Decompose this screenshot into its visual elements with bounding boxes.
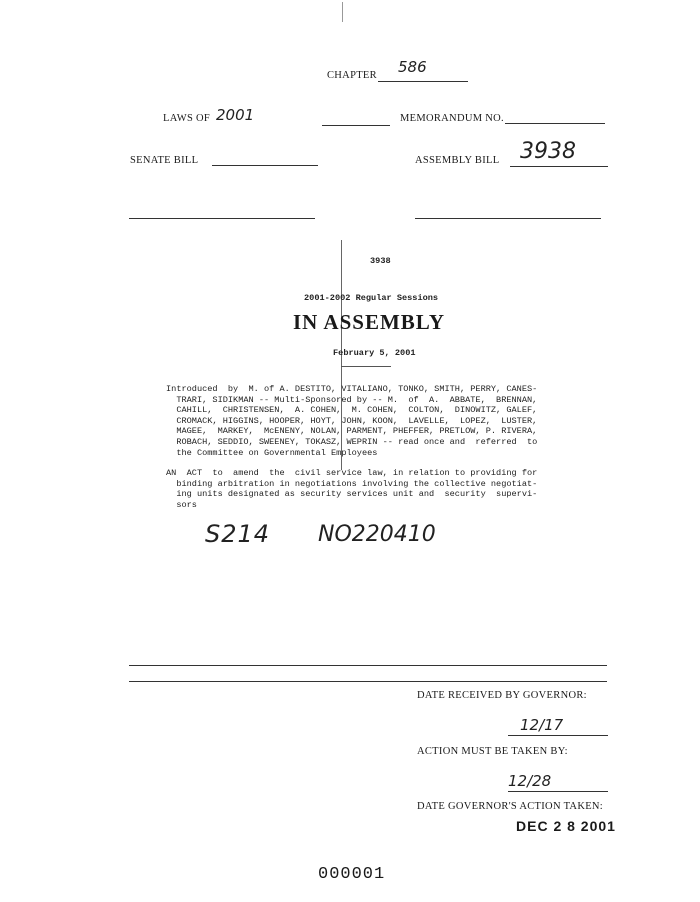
assembly-bill-underline: [510, 166, 608, 167]
introduced-line: CROMACK, HIGGINS, HOOPER, HOYT, JOHN, KOON, LAVELLE, LOPEZ, LUSTER,: [166, 415, 538, 426]
divider-line-bottom: [129, 681, 607, 682]
divider-line-top: [129, 665, 607, 666]
action-by-label: ACTION MUST BE TAKEN BY:: [417, 746, 568, 757]
date-received-value: 12/17: [520, 716, 564, 734]
introduced-line: ROBACH, SEDDIO, SWEENEY, TOKASZ, WEPRIN -- read once and referred to: [166, 436, 538, 447]
laws-of-underline: [322, 125, 390, 126]
date-received-underline: [508, 735, 608, 736]
date-underline: [341, 366, 391, 367]
action-by-value: 12/28: [508, 772, 552, 790]
action-date-label: DATE GOVERNOR'S ACTION TAKEN:: [417, 801, 604, 812]
page-number: 000001: [318, 865, 386, 884]
assembly-bill-value: 3938: [520, 139, 576, 164]
laws-of-value: 2001: [216, 106, 255, 124]
memorandum-label: MEMORANDUM NO.: [400, 113, 504, 124]
introduced-line: TRARI, SIDIKMAN -- Multi-Sponsored by -- M. of A. ABBATE, BRENNAN,: [166, 394, 538, 405]
senate-bill-label: SENATE BILL: [130, 155, 199, 166]
introduced-line: CAHILL, CHRISTENSEN, A. COHEN, M. COHEN, COLTON, DINOWITZ, GALEF,: [166, 405, 538, 416]
handwritten-senate-number: S214: [205, 520, 271, 548]
scan-artifact-line: [342, 2, 343, 22]
chapter-value: 586: [398, 58, 427, 76]
introduced-line: Introduced by M. of A. DESTITO, VITALIANO, TONKO, SMITH, PERRY, CANES-: [166, 384, 538, 394]
memorandum-underline: [505, 123, 605, 124]
chapter-label: CHAPTER: [327, 70, 377, 81]
handwritten-code: NO220410: [318, 522, 436, 547]
act-line: AN ACT to amend the civil service law, in relation to providing for: [166, 468, 538, 478]
action-date-stamp: DEC 2 8 2001: [516, 818, 616, 831]
action-by-underline: [508, 791, 608, 792]
date-received-label: DATE RECEIVED BY GOVERNOR:: [417, 690, 587, 701]
assembly-bill-label: ASSEMBLY BILL: [415, 155, 500, 166]
introduced-line: the Committee on Governmental Employees: [166, 447, 378, 458]
blank-line-right: [415, 218, 601, 219]
chapter-underline: [378, 81, 468, 82]
bill-date: February 5, 2001: [333, 348, 416, 358]
introduced-line: MAGEE, MARKEY, McENENY, NOLAN, PARMENT, PHEFFER, PRETLOW, P. RIVERA,: [166, 426, 538, 437]
act-block: [166, 468, 606, 510]
introduced-block: [166, 384, 606, 458]
act-line: binding arbitration in negotiations involving the collective negotiat-: [166, 478, 538, 489]
act-line: sors: [166, 499, 197, 510]
blank-line-left: [129, 218, 315, 219]
act-line: ing units designated as security services unit and security supervi-: [166, 489, 538, 500]
senate-bill-underline: [212, 165, 318, 166]
bill-number: 3938: [370, 256, 391, 266]
laws-of-label: LAWS OF: [163, 113, 211, 124]
house-title: IN ASSEMBLY: [293, 310, 446, 334]
session-text: 2001-2002 Regular Sessions: [304, 293, 439, 303]
